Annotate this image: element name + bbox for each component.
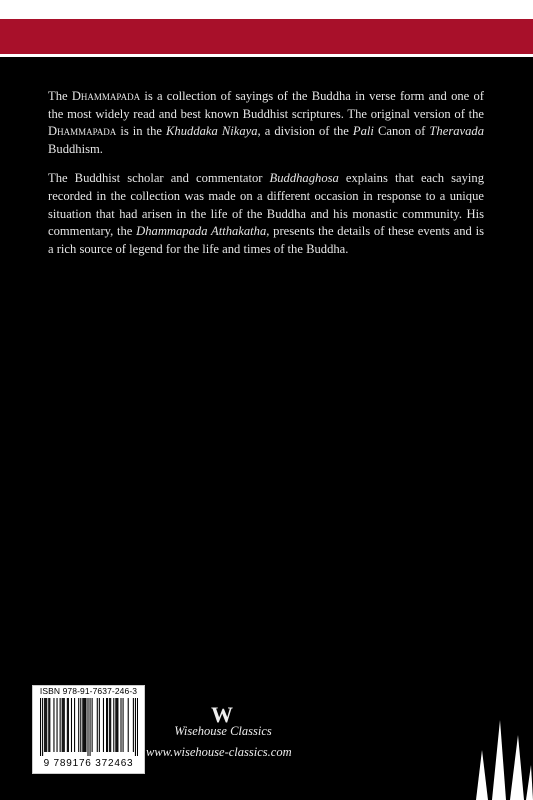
description-paragraph-1 (48, 88, 484, 158)
text-run: Canon of (373, 124, 430, 139)
text-run: , a division of the (257, 124, 353, 139)
barcode-bar (46, 698, 47, 752)
barcode-bar (68, 698, 69, 752)
barcode-bar (128, 698, 129, 752)
barcode-bar (78, 698, 79, 752)
barcode-bar (137, 698, 138, 756)
barcode-bar (99, 698, 100, 752)
text-run: is a collection of sayings of the Buddha in verse form and one of the most widely read and best known Buddhist scriptures. The original version of the (48, 89, 484, 121)
barcode-bar (85, 698, 86, 752)
text-run: explains that each saying recorded in the collection was made on a different occasion in response to a unique situation that had arisen in the life of the Buddha and his monastic community. His commentary, the (48, 171, 484, 239)
ean-digits: 9 789176 372463 (43, 758, 134, 769)
barcode-bar (103, 698, 104, 752)
publisher-name: Wisehouse Classics (174, 724, 272, 738)
barcode-bar (48, 698, 49, 752)
barcode-bar (110, 698, 111, 752)
barcode-bar (120, 698, 121, 752)
barcode-bar (87, 698, 88, 756)
text-run: , presents the details of these events and is a rich source of legend for the life and times of the Buddha. (48, 224, 484, 256)
band-underline (0, 54, 533, 57)
barcode-bar (106, 698, 107, 752)
title-dhammapada: Dhammapada (71, 89, 141, 103)
barcode-bar (45, 698, 46, 752)
barcode-bar (74, 698, 75, 752)
barcode-bar (80, 698, 81, 752)
barcode-bar (116, 698, 117, 752)
text-run: Buddhism. (48, 141, 103, 156)
barcode-bar (64, 698, 65, 752)
title-dhammapada: Dhammapada (48, 124, 117, 139)
barcode-bar (44, 698, 45, 752)
barcode-bar (42, 698, 43, 756)
barcode-bar (62, 698, 63, 752)
barcode-bar (97, 698, 98, 752)
term-dhammapada-atthakatha: Dhammapada Atthakatha (136, 224, 267, 239)
barcode-bar (67, 698, 68, 752)
barcode-bar (117, 698, 118, 752)
barcode-bar (57, 698, 58, 752)
barcode-bar (135, 698, 136, 756)
barcode (32, 685, 145, 774)
term-buddhaghosa: Buddhaghosa (269, 171, 339, 186)
publisher-website: www.wisehouse-classics.com (146, 745, 292, 759)
top-edge (0, 0, 533, 19)
wisehouse-logo-icon (210, 703, 234, 725)
term-khuddaka-nikaya: Khuddaka Nikaya (166, 124, 258, 139)
barcode-bar (40, 698, 41, 756)
barcode-bar (84, 698, 85, 752)
barcode-bar (71, 698, 72, 752)
barcode-bar (113, 698, 114, 752)
barcode-bar (63, 698, 64, 752)
back-cover-description (48, 88, 484, 270)
text-run: is in the (116, 124, 167, 139)
barcode-bar (53, 698, 54, 752)
svg-text:W: W (211, 703, 233, 725)
barcode-bar (49, 698, 50, 752)
barcode-bar (107, 698, 108, 752)
barcode-bar (109, 698, 110, 752)
red-band (0, 19, 533, 54)
barcode-bar (115, 698, 116, 752)
flame-decoration-icon (456, 680, 533, 800)
term-theravada: Theravada (429, 124, 484, 139)
barcode-bar (60, 698, 61, 752)
term-pali: Pali (352, 124, 374, 139)
barcode-bar (82, 698, 83, 752)
barcode-bar (83, 698, 84, 752)
description-paragraph-2 (48, 170, 484, 258)
isbn-label: ISBN 978-91-7637-246-3 (39, 686, 138, 696)
barcode-bar (133, 698, 134, 752)
barcode-bar (92, 698, 93, 752)
barcode-bar (90, 698, 91, 756)
barcode-bar (123, 698, 124, 752)
text-run: The (48, 89, 72, 103)
barcode-bars (40, 698, 138, 756)
text-run: The Buddhist scholar and commentator (48, 171, 270, 186)
